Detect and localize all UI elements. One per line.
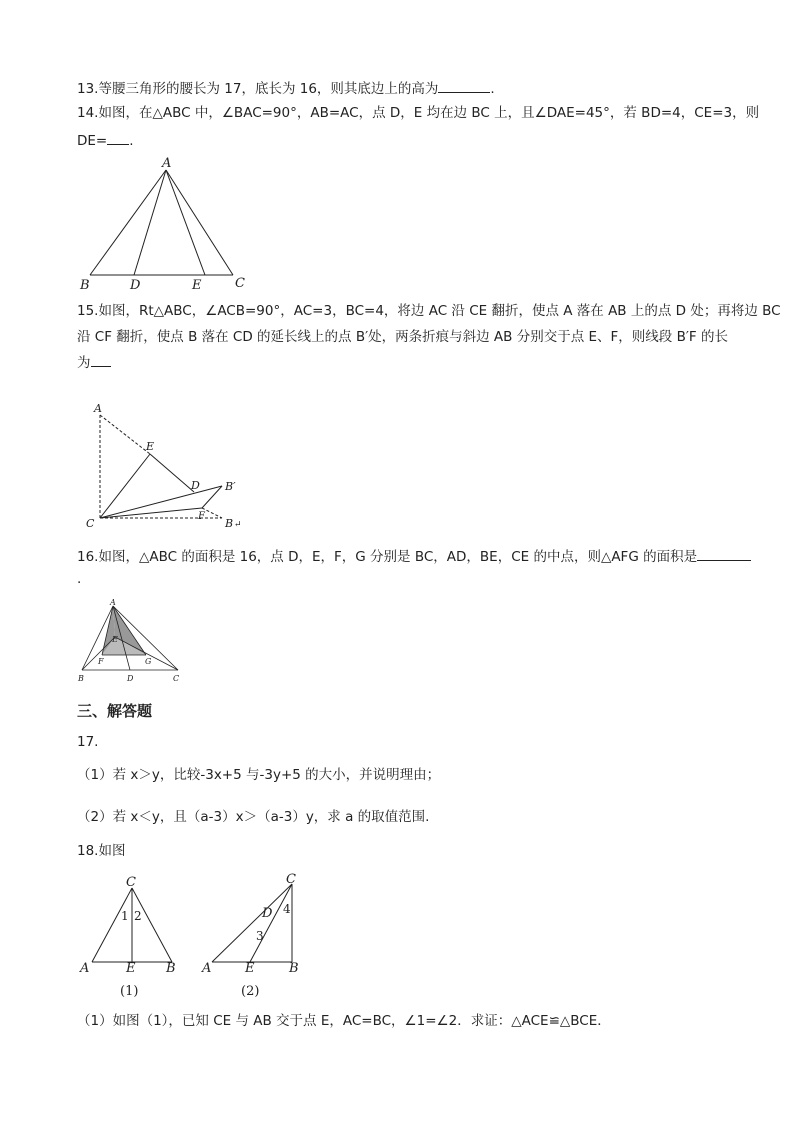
q15-label-f: F <box>198 511 205 522</box>
q13-suffix: . <box>490 81 495 97</box>
q14-answer-blank[interactable] <box>107 130 129 145</box>
q16-label-b: B <box>78 674 84 683</box>
q14-label-b: B <box>80 278 90 293</box>
q18f1-segment-bc <box>132 888 172 962</box>
q18f2-caption: (2) <box>241 984 260 999</box>
q18f1-label-angle1: 1 <box>121 909 129 923</box>
q18f1-label-e: E <box>126 961 136 976</box>
q17-number: 17. <box>77 734 99 750</box>
q16-label-g: G <box>145 657 152 666</box>
q17-part2: （2）若 x＜y，且（a-3）x＞（a-3）y，求 a 的取值范围. <box>77 809 430 825</box>
q14-figure <box>78 155 258 293</box>
q13-stem: 13.等腰三角形的腰长为 17，底长为 16，则其底边上的高为 <box>77 81 439 97</box>
section-title: 三、解答题 <box>77 702 153 720</box>
q18f2-label-b: B <box>289 961 299 976</box>
q18f2-label-e: E <box>245 961 255 976</box>
q15-label-bprime: B′ <box>225 480 236 493</box>
q15-label-d: D <box>191 479 200 492</box>
q18-figure-1 <box>78 872 188 1000</box>
q15-label-b: B <box>225 517 234 530</box>
q16-figure <box>76 596 186 688</box>
q13-answer-blank[interactable] <box>438 78 490 93</box>
q18-number: 18.如图 <box>77 843 126 859</box>
q16-answer-blank[interactable] <box>697 546 751 561</box>
q14-line2 <box>77 130 134 150</box>
q14-suffix: . <box>129 133 134 149</box>
q15-figure <box>84 400 254 535</box>
q15-label-c: C <box>86 517 95 530</box>
q15-segment-cf <box>100 508 202 518</box>
q15-segment-ce <box>100 454 150 518</box>
q18f2-label-angle4: 4 <box>283 902 291 916</box>
q14-label-a: A <box>162 156 172 171</box>
q14-segment-ad <box>134 170 166 275</box>
q15-label-e: E <box>146 440 155 453</box>
q15-segment-ae <box>100 415 150 454</box>
q16-line2: . <box>77 571 82 587</box>
q14-segment-ab <box>90 170 166 275</box>
q16-stem: 16.如图，△ABC 的面积是 16，点 D，E，F，G 分别是 BC，AD，BE，CE 的中点，则△AFG 的面积是 <box>77 549 698 565</box>
q17-part1: （1）若 x＞y，比较-3x+5 与-3y+5 的大小，并说明理由； <box>77 767 441 783</box>
q18f1-label-b: B <box>166 961 176 976</box>
q18f2-label-angle3: 3 <box>256 929 264 943</box>
q18f1-label-a: A <box>80 961 90 976</box>
q16-label-c: C <box>173 674 180 683</box>
q14-label-e: E <box>192 278 202 293</box>
q14-label-c: C <box>235 276 245 291</box>
q16-label-f: F <box>98 657 104 666</box>
q18f2-segment-ac <box>212 884 292 962</box>
q18f1-label-angle2: 2 <box>134 909 142 923</box>
q18f2-segment-ce <box>250 884 292 962</box>
q15-answer-blank[interactable] <box>91 352 111 367</box>
q18f1-label-c: C <box>126 875 136 890</box>
q15-segment-ed <box>150 454 194 492</box>
q15-label-a: A <box>94 402 102 415</box>
q13-text <box>77 78 495 98</box>
q18-part1: （1）如图（1），已知 CE 与 AB 交于点 E，AC=BC，∠1=∠2．求证：△ACE≌△BCE． <box>77 1013 611 1029</box>
q14-line1: 14.如图，在△ABC 中，∠BAC=90°，AB=AC，点 D，E 均在边 BC 上，且∠DAE=45°，若 BD=4，CE=3，则 <box>77 105 760 121</box>
q15-segment-bprimef <box>202 486 222 508</box>
q18-figure-2 <box>198 872 318 1000</box>
q18f2-label-d: D <box>262 906 273 921</box>
q15-line3 <box>77 352 111 372</box>
q15-prefix: 为 <box>77 355 91 371</box>
q18f2-label-c: C <box>286 872 296 887</box>
q16-label-a: A <box>110 598 116 607</box>
q18f1-segment-ac <box>92 888 132 962</box>
q18f1-caption: (1) <box>120 984 139 999</box>
q16-label-d: D <box>127 674 134 683</box>
q14-label-d: D <box>130 278 141 293</box>
q18f2-label-a: A <box>202 961 212 976</box>
q15-line2: 沿 CF 翻折，使点 B 落在 CD 的延长线上的点 B′处，两条折痕与斜边 AB 分别交于点 E、F，则线段 B′F 的长 <box>77 329 728 345</box>
q15-line1: 15.如图，Rt△ABC，∠ACB=90°，AC=3，BC=4，将边 AC 沿 CE 翻折，使点 A 落在 AB 上的点 D 处；再将边 BC <box>77 303 781 319</box>
q16-line1 <box>77 546 751 566</box>
q15-segment-fb <box>202 508 222 518</box>
q14-de-label: DE= <box>77 133 108 149</box>
q16-label-e: E <box>112 635 118 644</box>
q15-return-mark: ↵ <box>234 520 242 530</box>
